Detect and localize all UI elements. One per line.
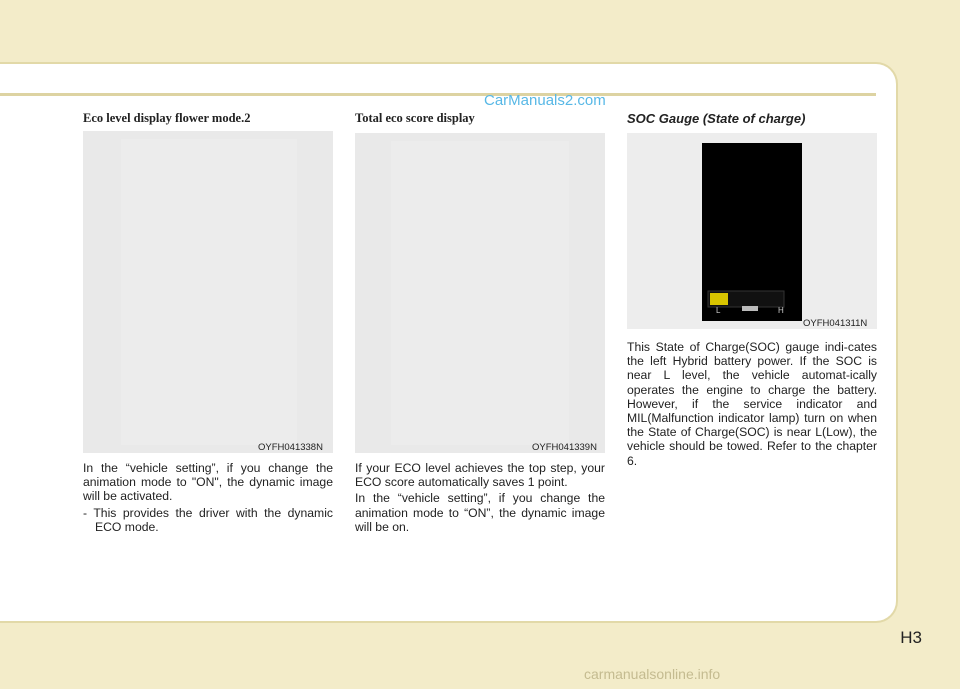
col1-body bbox=[83, 461, 333, 534]
col3-figure-code: OYFH041311N bbox=[803, 318, 868, 329]
battery-icon bbox=[742, 306, 758, 311]
col1-paragraph-1: In the “vehicle setting”, if you change the animation mode to "ON", the dynamic image will be activated. bbox=[83, 461, 333, 504]
watermark-top[interactable]: CarManuals2.com bbox=[484, 92, 606, 109]
col1-figure bbox=[83, 131, 333, 453]
col2-title: Total eco score display bbox=[355, 111, 475, 125]
col1-paragraph-2: - This provides the driver with the dynamic ECO mode. bbox=[83, 505, 333, 534]
col2-figure-inner bbox=[391, 141, 569, 445]
col3-paragraph-1: This State of Charge(SOC) gauge indi-cates the left Hybrid battery power. If the SOC is near L level, the vehicle automat-ically operates the engine to charge the battery. However, if the service indicator and MIL(Malfunction indicator lamp) turn on when the State of Charge(SOC) is near L(Low), the vehicle should be towed. Refer to the chapter 6. bbox=[627, 340, 877, 468]
soc-display-screen bbox=[702, 143, 802, 321]
col2-figure-code: OYFH041339N bbox=[532, 442, 597, 453]
top-rule bbox=[0, 93, 876, 96]
col1-figure-inner bbox=[121, 139, 297, 445]
watermark-bottom[interactable]: carmanualsonline.info bbox=[584, 666, 721, 682]
col2-paragraph-1: If your ECO level achieves the top step, your ECO score automatically saves 1 point. bbox=[355, 461, 605, 490]
col1-title: Eco level display flower mode.2 bbox=[83, 111, 251, 125]
col2-body bbox=[355, 461, 605, 534]
col1-figure-code: OYFH041338N bbox=[258, 442, 323, 453]
col3-body bbox=[627, 340, 877, 468]
col3-title: SOC Gauge (State of charge) bbox=[627, 111, 806, 126]
col2-paragraph-2: In the “vehicle setting”, if you change the animation mode to “ON”, the dynamic image will be on. bbox=[355, 491, 605, 534]
page-number: H3 bbox=[900, 628, 922, 647]
soc-low-label: L bbox=[716, 306, 721, 315]
col3-figure bbox=[627, 133, 877, 329]
soc-gauge-fill bbox=[710, 293, 728, 305]
soc-gauge-graphic bbox=[702, 143, 802, 321]
soc-high-label: H bbox=[778, 306, 784, 315]
col2-figure bbox=[355, 133, 605, 453]
